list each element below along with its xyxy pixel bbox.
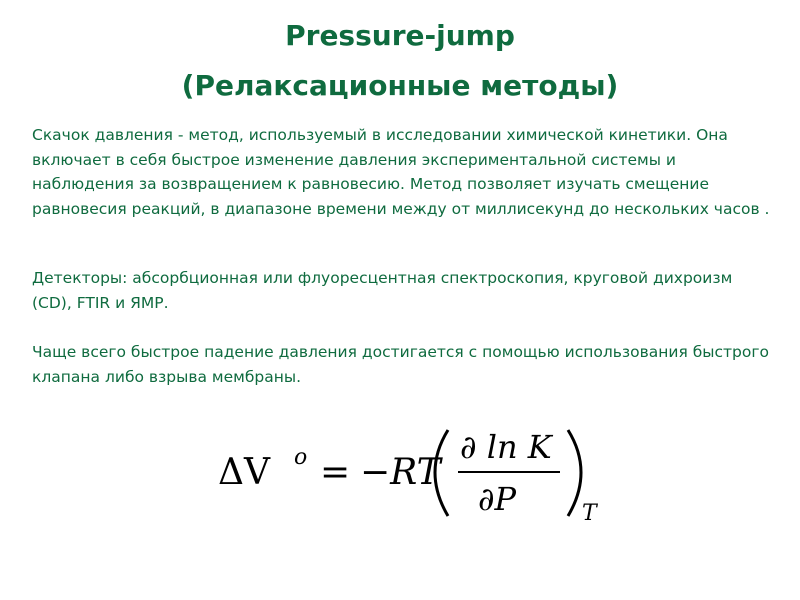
formula-equals: =: [320, 452, 351, 493]
formula-rhs-prefix: −RT: [360, 452, 441, 493]
paragraph-detectors: [32, 266, 772, 315]
paragraph-definition: [32, 123, 772, 221]
paragraph-detectors-text: Детекторы: абсорбционная или флуоресцентная спектроскопия, круговой дихроизм (CD), FTIR и ЯМР.: [32, 269, 733, 312]
paragraph-definition-text: Скачок давления - метод, используемый в исследовании химической кинетики. Она включает в себя быстрое изменение давления экспериментальной системы и наблюдения за возвращением к равновесию. Метод позволяет изучать смещение равновесия реакций, в диапазоне времени между от миллисекунд до нескольких часов .: [32, 126, 770, 218]
formula-subscript: T: [582, 501, 597, 526]
paragraph-methods-text: Чаще всего быстрое падение давления достигается с помощью использования быстрого клапана либо взрыва мембраны.: [32, 343, 769, 386]
formula-numerator: ∂ ln K: [460, 428, 552, 466]
slide-title: Pressure-jump: [285, 19, 515, 52]
formula-lhs-superscript: o: [294, 445, 308, 470]
formula-lhs: ΔV: [218, 452, 270, 493]
formula-denominator: ∂P: [478, 480, 517, 518]
formula-svg: [210, 420, 630, 530]
right-parenthesis: [568, 430, 581, 516]
slide-subtitle: (Релаксационные методы): [181, 69, 619, 102]
paragraph-methods: [32, 340, 772, 389]
formula: [210, 420, 630, 530]
